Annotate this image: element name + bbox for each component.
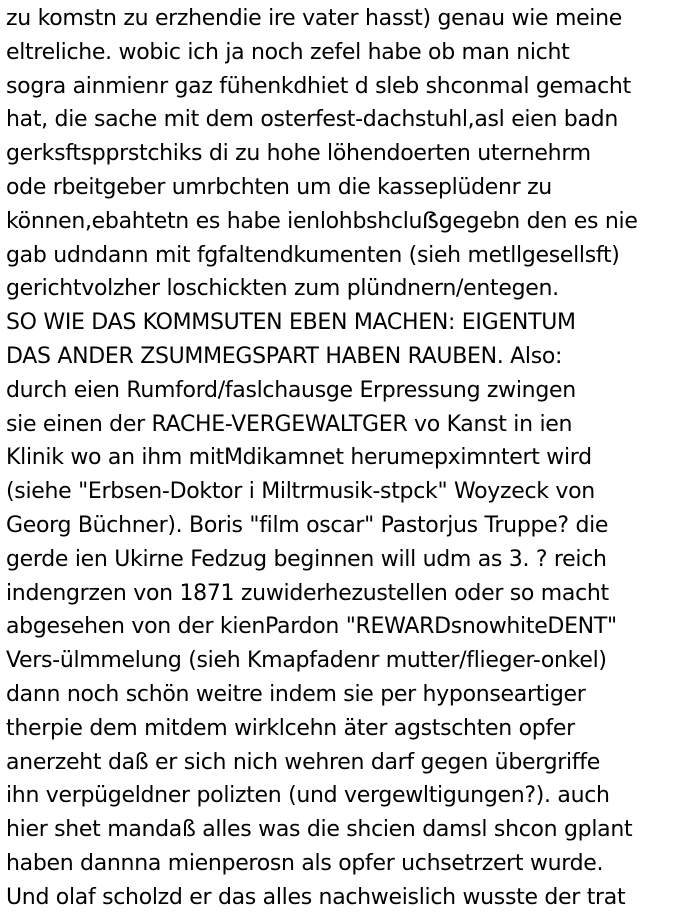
text-line-16: Georg Büchner). Boris "film oscar" Pastorjus Truppe? die <box>6 512 609 538</box>
text-line-4: hat, die sache mit dem osterfest-dachstuhl,asl eien badn <box>6 107 618 133</box>
text-line-5: gerksftspprstchiks di zu hohe löhendoerten uternehrm <box>6 141 591 167</box>
text-line-24: ihn verpügeldner polizten (und vergewltigungen?). auch <box>6 783 610 809</box>
text-line-15: (siehe "Erbsen-Doktor i Miltrmusik-stpck" Woyzeck von <box>6 479 595 505</box>
text-line-1: zu komstn zu erzhendie ire vater hasst) genau wie meine <box>6 6 623 31</box>
text-line-3: sogra ainmienr gaz fühenkdhiet d sleb shconmal gemacht <box>6 73 631 99</box>
text-line-26: haben dannna mienperosn als opfer uchsetrzert wurde. <box>6 850 604 876</box>
text-line-10: SO WIE DAS KOMMSUTEN EBEN MACHEN: EIGENTUM <box>6 310 576 336</box>
text-line-8: gab udndann mit fgfaltendkumenten (sieh metllgesellsft) <box>6 242 620 268</box>
text-line-13: sie einen der RACHE-VERGEWALTGER vo Kanst in ien <box>6 411 573 437</box>
text-line-11: DAS ANDER ZSUMMEGSPART HABEN RAUBEN. Also: <box>6 343 563 369</box>
text-line-2: eltreliche. wobic ich ja noch zefel habe ob man nicht <box>6 39 570 65</box>
text-line-14: Klinik wo an ihm mitMdikamnet herumepximntert wird <box>6 445 592 471</box>
text-line-7: können,ebahtetn es habe ienlohbshcluẞgegebn den es nie <box>6 208 638 234</box>
text-line-23: anerzeht daß er sich nich wehren darf gegen übergriffe <box>6 749 600 775</box>
document-text <box>6 2 682 915</box>
text-line-17: gerde ien Ukirne Fedzug beginnen will udm as 3. ? reich <box>6 546 607 572</box>
text-line-18: indengrzen von 1871 zuwiderhezustellen oder so macht <box>6 580 609 606</box>
text-line-19: abgesehen von der kienPardon "REWARDsnowhiteDENT" <box>6 614 617 640</box>
text-line-20: Vers-ülmmelung (sieh Kmapfadenr mutter/flieger-onkel) <box>6 648 607 674</box>
text-line-22: therpie dem mitdem wirklcehn äter agstschten opfer <box>6 715 575 741</box>
text-line-21: dann noch schön weitre indem sie per hyponseartiger <box>6 681 586 707</box>
text-line-27: Und olaf scholzd er das alles nachweislich wusste der trat <box>6 884 626 910</box>
text-line-9: gerichtvolzher loschickten zum plündnern/entegen. <box>6 276 559 302</box>
text-line-25: hier shet mandaß alles was die shcien damsl shcon gplant <box>6 817 633 843</box>
text-line-12: durch eien Rumford/faslchausge Erpressung zwingen <box>6 377 576 403</box>
text-line-6: ode rbeitgeber umrbchten um die kasseplüdenr zu <box>6 174 552 200</box>
